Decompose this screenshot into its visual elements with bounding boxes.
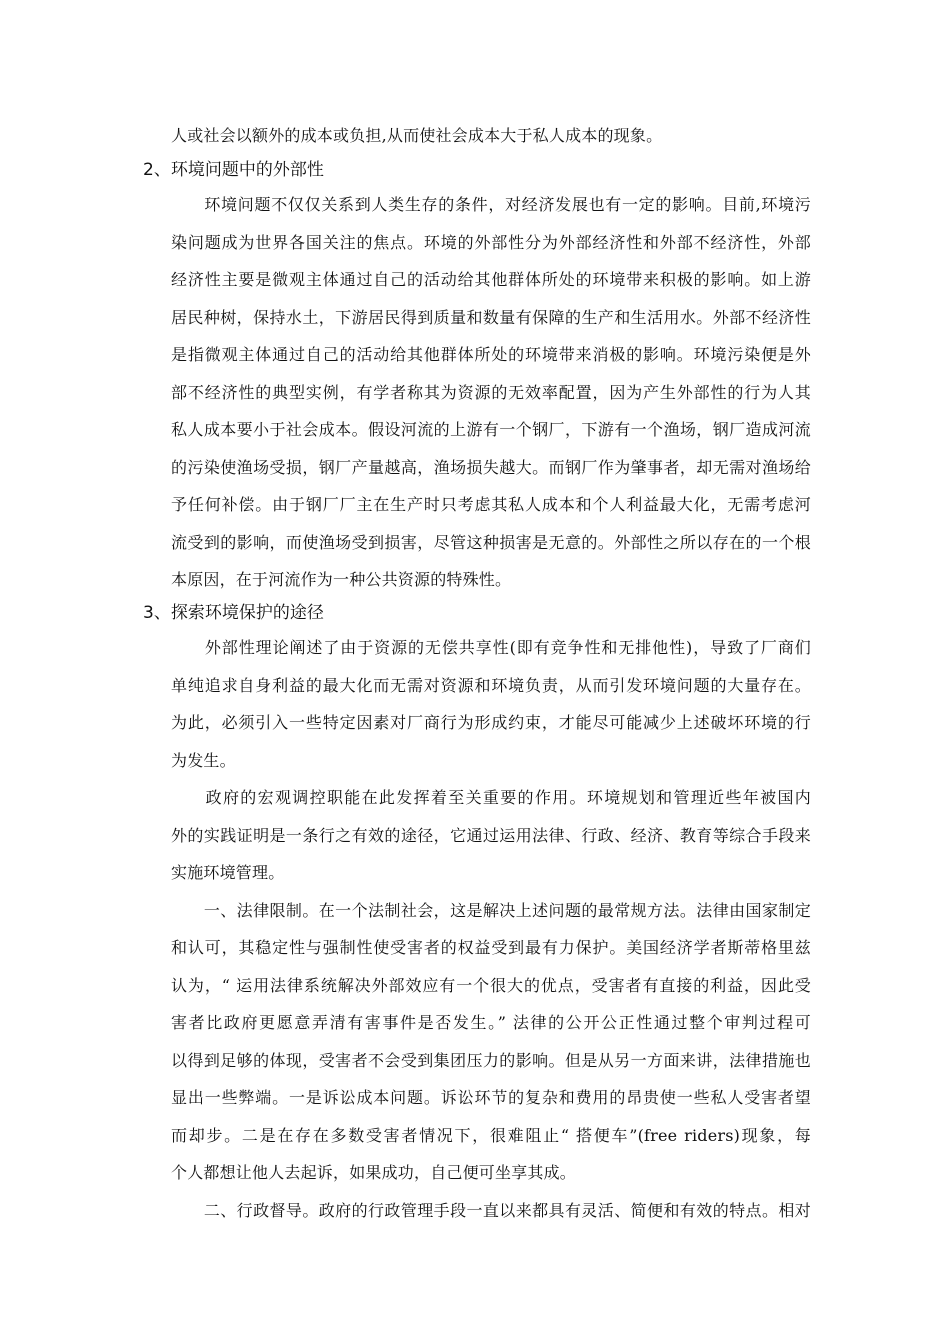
paragraph-line: 环境问题不仅仅关系到人类生存的条件，对经济发展也有一定的影响。目前,环境污 — [171, 195, 811, 214]
paragraph-line: 外部性理论阐述了由于资源的无偿共享性(即有竞争性和无排他性)，导致了厂商们 — [171, 638, 811, 657]
paragraph-line: 私人成本要小于社会成本。假设河流的上游有一个钢厂，下游有一个渔场，钢厂造成河流 — [171, 420, 811, 439]
paragraph-line: 流受到的影响，而使渔场受到损害，尽管这种损害是无意的。外部性之所以存在的一个根 — [171, 533, 811, 552]
section-heading-2: 2、环境问题中的外部性 — [143, 160, 324, 180]
paragraph-line: 显出一些弊端。一是诉讼成本问题。诉讼环节的复杂和费用的昂贵使一些私人受害者望 — [171, 1088, 811, 1107]
paragraph-line: 为发生。 — [171, 751, 236, 770]
paragraph-line: 为此，必须引入一些特定因素对厂商行为形成约束，才能尽可能减少上述破坏环境的行 — [171, 713, 811, 732]
paragraph-line: 是指微观主体通过自己的活动给其他群体所处的环境带来消极的影响。环境污染便是外 — [171, 345, 811, 364]
paragraph-line: 外的实践证明是一条行之有效的途径，它通过运用法律、行政、经济、教育等综合手段来 — [171, 826, 811, 845]
paragraph-line: 个人都想让他人去起诉，如果成功，自己便可坐享其成。 — [171, 1163, 577, 1182]
paragraph-line: 单纯追求自身利益的最大化而无需对资源和环境负责，从而引发环境问题的大量存在。 — [171, 676, 811, 695]
paragraph-line: 认为，“ 运用法律系统解决外部效应有一个很大的优点，受害者有直接的利益，因此受 — [171, 976, 811, 995]
paragraph-line: 染问题成为世界各国关注的焦点。环境的外部性分为外部经济性和外部不经济性，外部 — [171, 233, 811, 252]
paragraph-line: 本原因，在于河流作为一种公共资源的特殊性。 — [171, 570, 512, 589]
paragraph-line: 政府的宏观调控职能在此发挥着至关重要的作用。环境规划和管理近些年被国内 — [171, 788, 811, 807]
section-heading-3: 3、探索环境保护的途径 — [143, 603, 324, 623]
paragraph-line: 害者比政府更愿意弄清有害事件是否发生。” 法律的公开公正性通过整个审判过程可 — [171, 1013, 811, 1032]
paragraph-line: 部不经济性的典型实例，有学者称其为资源的无效率配置，因为产生外部性的行为人其 — [171, 383, 811, 402]
paragraph-line: 一、法律限制。在一个法制社会，这是解决上述问题的最常规方法。法律由国家制定 — [171, 901, 811, 920]
paragraph-line: 和认可，其稳定性与强制性使受害者的权益受到最有力保护。美国经济学者斯蒂格里兹 — [171, 938, 811, 957]
paragraph-line: 人或社会以额外的成本或负担,从而使社会成本大于私人成本的现象。 — [171, 126, 663, 145]
paragraph-line: 二、行政督导。政府的行政管理手段一直以来都具有灵活、简便和有效的特点。相对 — [171, 1201, 811, 1220]
paragraph-line: 以得到足够的体现，受害者不会受到集团压力的影响。但是从另一方面来讲，法律措施也 — [171, 1051, 811, 1070]
paragraph-line: 而却步。二是在存在多数受害者情况下，很难阻止“ 搭便车”(free riders)现象，每 — [171, 1126, 811, 1145]
paragraph-line: 实施环境管理。 — [171, 863, 285, 882]
paragraph-line: 予任何补偿。由于钢厂厂主在生产时只考虑其私人成本和个人利益最大化，无需考虑河 — [171, 495, 811, 514]
paragraph-line: 的污染使渔场受损，钢厂产量越高，渔场损失越大。而钢厂作为肇事者，却无需对渔场给 — [171, 458, 811, 477]
paragraph-line: 经济性主要是微观主体通过自己的活动给其他群体所处的环境带来积极的影响。如上游 — [171, 270, 811, 289]
paragraph-line: 居民种树，保持水土，下游居民得到质量和数量有保障的生产和生活用水。外部不经济性 — [171, 308, 811, 327]
